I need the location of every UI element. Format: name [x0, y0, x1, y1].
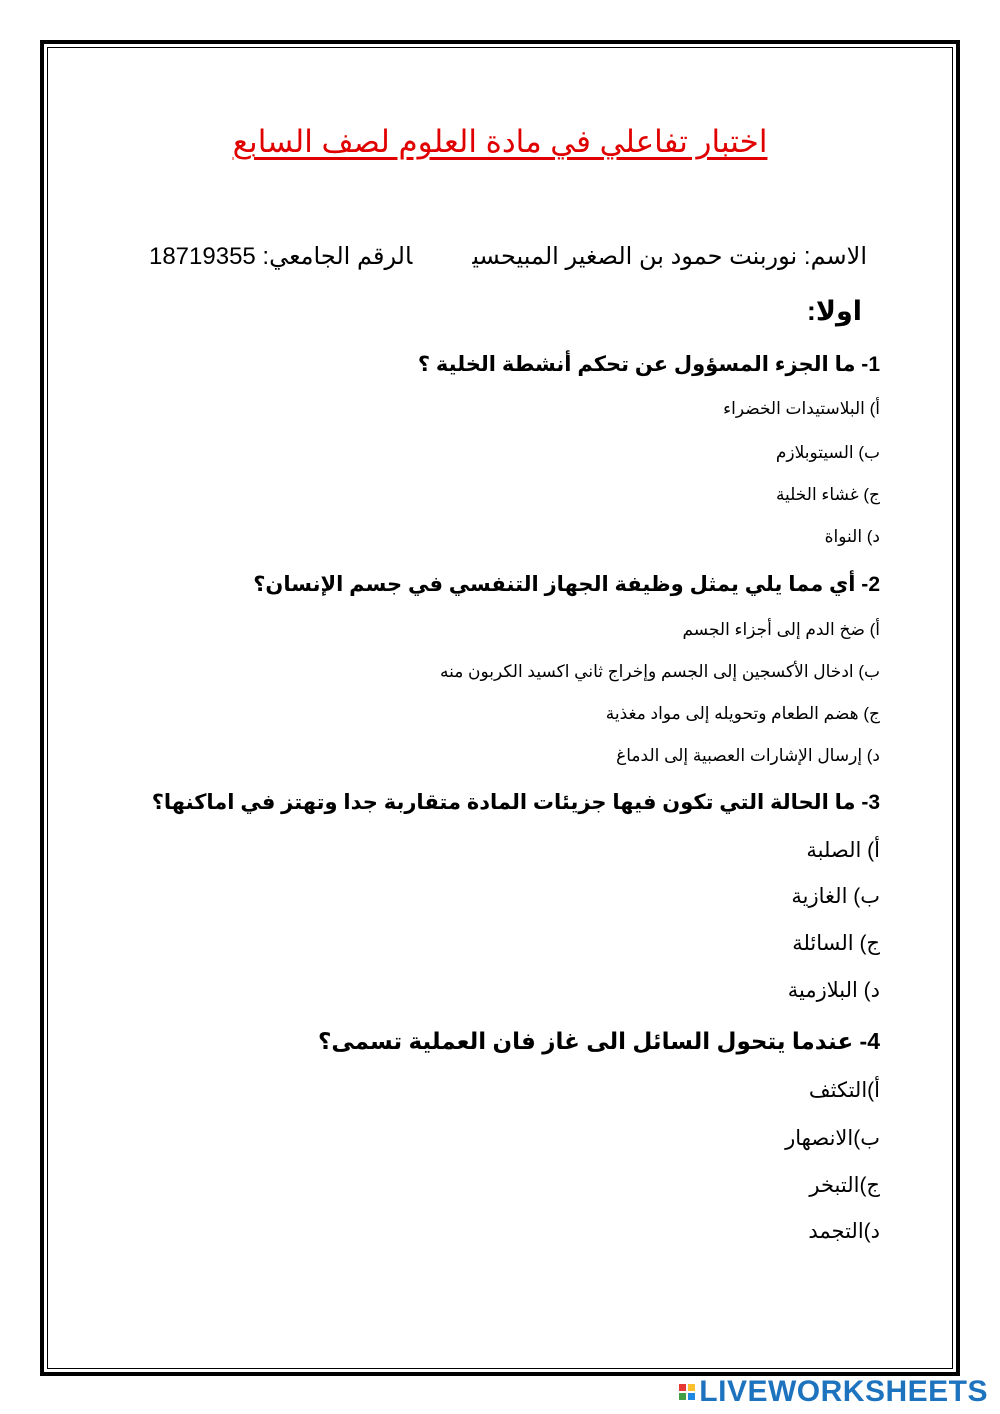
question-3: 3- ما الحالة التي تكون فيها جزيئات المادة متقاربة جدا وتهتز في اماكنها؟ [151, 791, 880, 814]
section-label: اولا: [806, 296, 862, 326]
q3-option-a[interactable]: أ) الصلبة [806, 839, 880, 862]
q1-option-d[interactable]: د) النواة [824, 527, 880, 546]
student-info [149, 242, 867, 271]
logo-square-blue [688, 1393, 695, 1400]
logo-square-green [679, 1393, 686, 1400]
q3-option-c[interactable]: ج) السائلة [792, 932, 880, 955]
student-id: الرقم الجامعي: 18719355 [148, 243, 413, 270]
logo-text: LIVEWORKSHEETS [699, 1375, 988, 1408]
q1-option-b[interactable]: ب) السيتوبلازم [775, 443, 880, 462]
logo-mark-icon [679, 1384, 695, 1400]
q4-option-d[interactable]: د)التجمد [808, 1220, 880, 1243]
q1-option-c[interactable]: ج) غشاء الخلية [775, 485, 880, 504]
student-name: الاسم: نوربنت حمود بن الصغير المبيحسي [472, 243, 867, 270]
liveworksheets-logo [679, 1375, 988, 1409]
q4-option-c[interactable]: ج)التبخر [809, 1174, 880, 1197]
q3-option-b[interactable]: ب) الغازية [791, 885, 880, 908]
q2-option-b[interactable]: ب) ادخال الأكسجين إلى الجسم وإخراج ثاني اكسيد الكربون منه [439, 662, 880, 681]
q2-option-a[interactable]: أ) ضخ الدم إلى أجزاء الجسم [682, 620, 880, 639]
q3-option-d[interactable]: د) البلازمية [787, 979, 880, 1002]
q4-option-b[interactable]: ب)الانصهار [785, 1127, 880, 1150]
question-2: 2- أي مما يلي يمثل وظيفة الجهاز التنفسي في جسم الإنسان؟ [253, 573, 880, 596]
q2-option-d[interactable]: د) إرسال الإشارات العصبية إلى الدماغ [616, 746, 880, 765]
q2-option-c[interactable]: ج) هضم الطعام وتحويله إلى مواد مغذية [605, 704, 880, 723]
logo-square-red [679, 1384, 686, 1391]
logo-square-yellow [688, 1384, 695, 1391]
worksheet-title: اختبار تفاعلي في مادة العلوم لصف السابع [232, 124, 768, 159]
q1-option-a[interactable]: أ) البلاستيدات الخضراء [723, 399, 880, 418]
question-1: 1- ما الجزء المسؤول عن تحكم أنشطة الخلية ؟ [417, 353, 880, 376]
q4-option-a[interactable]: أ)التكثف [808, 1079, 880, 1102]
question-4: 4- عندما يتحول السائل الى غاز فان العملية تسمى؟ [318, 1028, 880, 1054]
